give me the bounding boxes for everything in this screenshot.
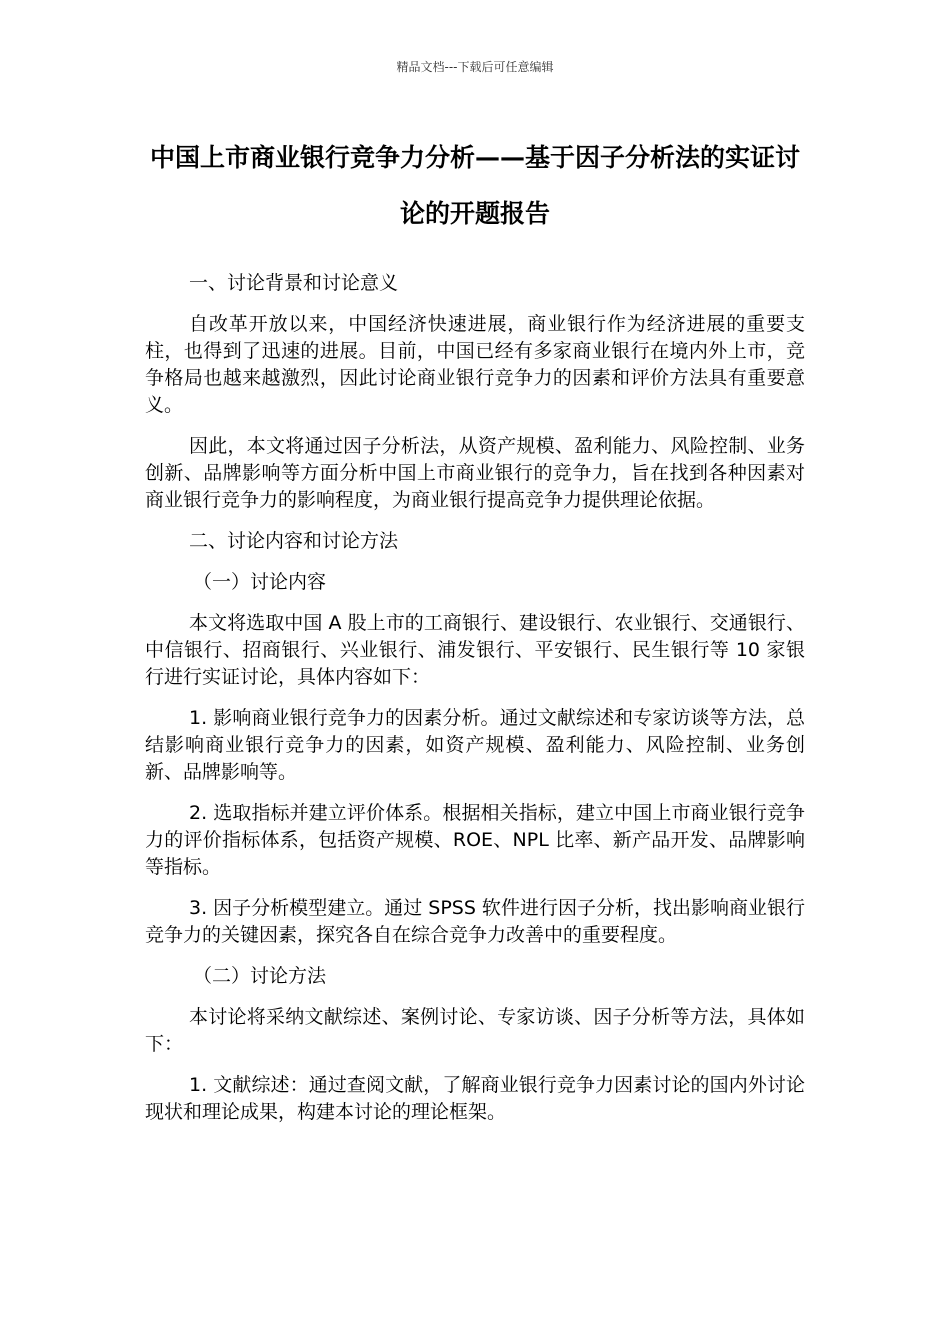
paragraph-method-intro: 本讨论将采纳文献综述、案例讨论、专家访谈、因子分析等方法，具体如下：: [145, 1006, 805, 1055]
paragraph-background-2: 因此，本文将通过因子分析法，从资产规模、盈利能力、风险控制、业务创新、品牌影响等方面分析中国上市商业银行的竞争力，旨在找到各种因素对商业银行竞争力的影响程度，为商业银行提高竞争力提供理论依据。: [145, 435, 805, 511]
paragraph-content-intro: 本文将选取中国 A 股上市的工商银行、建设银行、农业银行、交通银行、中信银行、招商银行、兴业银行、浦发银行、平安银行、民生银行等 10 家银行进行实证讨论，具体内容如下：: [145, 612, 805, 688]
list-item-literature-review: 1. 文献综述：通过查阅文献，了解商业银行竞争力因素讨论的国内外讨论现状和理论成果，构建本讨论的理论框架。: [145, 1074, 805, 1123]
subheading-content: （一）讨论内容: [193, 571, 327, 593]
subheading-method: （二）讨论方法: [193, 965, 327, 987]
section-heading-content-method: 二、讨论内容和讨论方法: [189, 530, 399, 552]
document-title: 中国上市商业银行竞争力分析——基于因子分析法的实证讨论的开题报告: [149, 143, 800, 228]
list-item-model: 3. 因子分析模型建立。通过 SPSS 软件进行因子分析，找出影响商业银行竞争力的关键因素，探究各自在综合竞争力改善中的重要程度。: [145, 897, 805, 946]
header-note: 精品文档---下载后可任意编辑: [396, 60, 554, 74]
paragraph-background-1: 自改革开放以来，中国经济快速进展，商业银行作为经济进展的重要支柱，也得到了迅速的进展。目前，中国已经有多家商业银行在境内外上市，竞争格局也越来越激烈，因此讨论商业银行竞争力的因素和评价方法具有重要意义。: [145, 313, 805, 416]
list-item-factor-analysis: 1. 影响商业银行竞争力的因素分析。通过文献综述和专家访谈等方法，总结影响商业银行竞争力的因素，如资产规模、盈利能力、风险控制、业务创新、品牌影响等。: [145, 707, 805, 783]
section-heading-background: 一、讨论背景和讨论意义: [189, 272, 399, 294]
document-body: [145, 270, 805, 1140]
list-item-indicators: 2. 选取指标并建立评价体系。根据相关指标，建立中国上市商业银行竞争力的评价指标体系，包括资产规模、ROE、NPL 比率、新产品开发、品牌影响等指标。: [145, 802, 805, 878]
